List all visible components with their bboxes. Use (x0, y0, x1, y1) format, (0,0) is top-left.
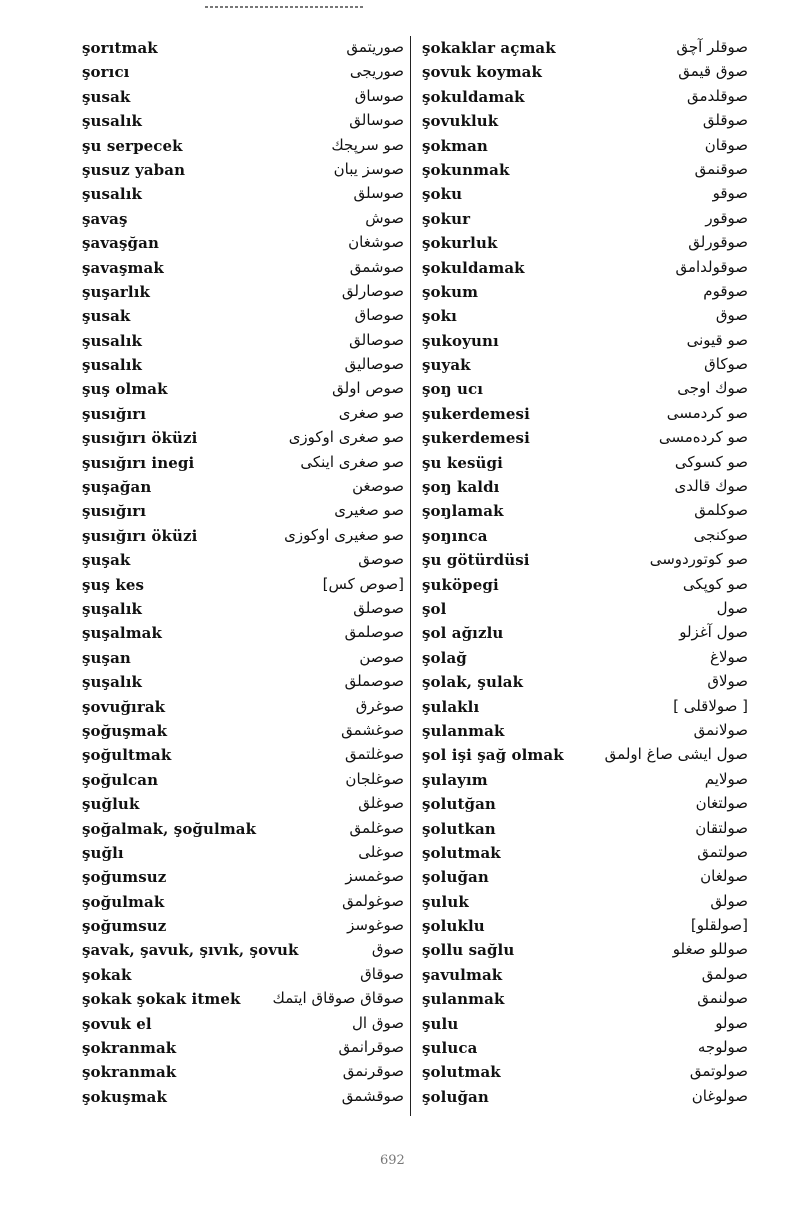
entry-latin: şu kesügi (422, 453, 503, 472)
dictionary-entry (82, 1086, 404, 1110)
entry-latin: şuşan (82, 648, 131, 667)
entry-latin: şoğulmak (82, 892, 165, 911)
dictionary-entry (82, 232, 404, 256)
entry-arabic: صوق ال (352, 1013, 404, 1032)
entry-latin: şoluğan (422, 1087, 489, 1106)
dictionary-entry (82, 769, 404, 793)
entry-latin: şukerdemesi (422, 429, 530, 448)
entry-latin: şusak (82, 87, 131, 106)
entry-arabic: صوك قالدى (674, 477, 748, 496)
dictionary-entry (82, 549, 404, 573)
dictionary-entry (82, 939, 404, 963)
entry-arabic: صوقرنمق (342, 1062, 404, 1081)
entry-arabic: صو صغرى (338, 403, 404, 422)
entry-arabic: صوقورلق (688, 233, 748, 252)
entry-latin: şuluk (422, 892, 469, 911)
entry-arabic: صوقاق (360, 964, 404, 983)
entry-latin: şulayım (422, 770, 488, 789)
entry-arabic: صو قيونى (686, 330, 748, 349)
entry-latin: şokaklar açmak (422, 39, 556, 57)
entry-arabic: صو صغيرى (334, 501, 404, 520)
entry-arabic: صو كردەمسى (658, 428, 748, 447)
entry-arabic: صوقان (704, 135, 748, 154)
dictionary-entry (82, 354, 404, 378)
entry-arabic: صوغلجان (345, 769, 404, 788)
dictionary-entry (82, 403, 404, 427)
entry-latin: şuluca (422, 1039, 478, 1058)
dictionary-entry (422, 110, 748, 134)
entry-latin: şokum (422, 282, 479, 301)
entry-arabic: صوق (371, 940, 404, 959)
entry-latin: şokak (82, 965, 132, 984)
entry-arabic: صوقلر آچق (676, 38, 748, 56)
dictionary-entry (422, 988, 748, 1012)
entry-arabic: صولانمق (693, 720, 748, 739)
entry-arabic: صوغمسز (345, 867, 404, 886)
dictionary-entry (82, 183, 404, 207)
entry-latin: şovuğırak (82, 697, 166, 716)
entry-arabic: صوصالیق (344, 355, 404, 374)
entry-latin: şavaşğan (82, 234, 159, 253)
dictionary-entry (422, 281, 748, 305)
entry-arabic: صولغان (700, 867, 748, 886)
entry-latin: şokak şokak itmek (82, 990, 241, 1009)
dictionary-entry (82, 159, 404, 183)
entry-arabic: صوقور (705, 208, 748, 227)
right-column (422, 37, 748, 1110)
dictionary-entry (422, 257, 748, 281)
entry-latin: şolutkan (422, 819, 496, 838)
dictionary-entry (82, 305, 404, 329)
entry-latin: şoğultmak (82, 746, 172, 765)
dictionary-entry (82, 1037, 404, 1061)
entry-arabic: صوصلمق (344, 623, 404, 642)
dictionary-entry (422, 769, 748, 793)
entry-latin: şuşağan (82, 478, 152, 497)
entry-latin: şoŋ kaldı (422, 478, 500, 497)
entry-arabic: صو سرپجك (331, 135, 404, 154)
dictionary-entry (422, 37, 748, 61)
dictionary-entry (422, 574, 748, 598)
dictionary-entry (82, 744, 404, 768)
entry-latin: şolutmak (422, 843, 501, 862)
dictionary-entry (422, 818, 748, 842)
dictionary-entry (82, 598, 404, 622)
dictionary-entry (82, 818, 404, 842)
dictionary-entry (82, 208, 404, 232)
entry-arabic: صو كسوكى (674, 452, 748, 471)
dictionary-entry (422, 622, 748, 646)
dictionary-entry (422, 939, 748, 963)
entry-arabic: صوصغن (352, 477, 404, 496)
dictionary-entry (422, 964, 748, 988)
entry-latin: şulanmak (422, 990, 505, 1009)
dictionary-entry (422, 452, 748, 476)
entry-latin: şoğulcan (82, 770, 159, 789)
dictionary-entry (422, 378, 748, 402)
entry-latin: şol ağızlu (422, 624, 504, 643)
entry-arabic: صوكلمق (694, 501, 748, 520)
entry-arabic: صوكنجى (693, 525, 748, 544)
entry-latin: şusuz yaban (82, 160, 186, 179)
entry-latin: şokman (422, 136, 488, 155)
entry-latin: şolutğan (422, 795, 496, 814)
dictionary-entry (422, 208, 748, 232)
entry-arabic: صوقوم (703, 281, 748, 300)
entry-arabic: صولايم (704, 769, 748, 788)
entry-arabic: صولق (710, 891, 748, 910)
entry-latin: şuşarlık (82, 282, 151, 301)
entry-latin: şuşalmak (82, 624, 162, 643)
entry-latin: şorıcı (82, 63, 130, 82)
entry-arabic: صوللو صغلو (672, 940, 748, 959)
entry-latin: şoğumsuz (82, 917, 167, 936)
entry-arabic: صوقنمق (694, 159, 748, 178)
entry-arabic: صوقولدامق (675, 257, 748, 276)
dictionary-entry (82, 37, 404, 61)
entry-arabic: صولمق (701, 964, 748, 983)
entry-arabic: صوصق (358, 550, 404, 569)
entry-arabic: صوغلمق (349, 818, 404, 837)
dictionary-entry (422, 696, 748, 720)
entry-latin: şoğuşmak (82, 721, 168, 740)
entry-latin: şoŋınca (422, 526, 488, 545)
dictionary-entry (82, 110, 404, 134)
dictionary-entry (82, 525, 404, 549)
entry-latin: şuköpegi (422, 575, 499, 594)
dictionary-entry (422, 183, 748, 207)
entry-latin: şavaşmak (82, 258, 164, 277)
entry-latin: şovuk el (82, 1014, 152, 1033)
entry-latin: şavulmak (422, 965, 503, 984)
entry-latin: şuşalık (82, 599, 143, 618)
dictionary-entry (422, 330, 748, 354)
entry-arabic: صوسلق (353, 184, 404, 203)
entry-arabic: صو صغيرى اوكوزى (284, 525, 404, 544)
entry-latin: şoŋlamak (422, 502, 504, 521)
entry-latin: şokurluk (422, 234, 498, 253)
entry-latin: şukoyunı (422, 331, 499, 350)
entry-arabic: [صولقلو] (690, 916, 748, 935)
entry-arabic: صوغلتمق (344, 745, 404, 764)
entry-arabic: صوق قيمق (678, 62, 748, 81)
entry-arabic: صو كوتوردوسى (649, 550, 748, 569)
dictionary-entry (422, 1037, 748, 1061)
dictionary-entry (82, 330, 404, 354)
entry-arabic: صوريتمق (346, 38, 404, 56)
entry-latin: şovukluk (422, 112, 499, 131)
entry-latin: şusalık (82, 112, 143, 131)
dictionary-entry (82, 720, 404, 744)
dictionary-entry (82, 915, 404, 939)
dictionary-entry (422, 647, 748, 671)
dictionary-entry (82, 61, 404, 85)
dictionary-entry (422, 525, 748, 549)
dictionary-entry (82, 696, 404, 720)
entry-arabic: صولو (715, 1013, 748, 1032)
entry-latin: şol işi şağ olmak (422, 746, 564, 765)
entry-arabic: صوصن (359, 647, 404, 666)
entry-latin: şavaş (82, 209, 128, 228)
entry-latin: şuş olmak (82, 380, 168, 399)
left-column (82, 37, 404, 1110)
dictionary-entry (422, 842, 748, 866)
entry-arabic: صوغلق (358, 794, 404, 813)
entry-arabic: صوغوسز (347, 916, 404, 935)
entry-latin: şukerdemesi (422, 404, 530, 423)
dictionary-entry (422, 549, 748, 573)
dictionary-entry (422, 598, 748, 622)
entry-arabic: صولتقان (695, 818, 748, 837)
dictionary-entry (82, 647, 404, 671)
entry-latin: şoğalmak, şoğulmak (82, 819, 257, 838)
dictionary-entry (422, 476, 748, 500)
entry-latin: şovuk koymak (422, 63, 542, 82)
dictionary-entry (422, 720, 748, 744)
entry-arabic: صو صغرى اينكى (300, 452, 404, 471)
entry-latin: şokı (422, 307, 457, 326)
entry-arabic: صوغولمق (342, 891, 404, 910)
entry-arabic: صوغلى (358, 842, 404, 861)
entry-latin: şusığırı öküzi (82, 526, 198, 545)
entry-latin: şorıtmak (82, 39, 158, 57)
dictionary-entry (422, 61, 748, 85)
dictionary-entry (82, 988, 404, 1012)
entry-arabic: صولوتمق (689, 1062, 748, 1081)
dictionary-entry (422, 305, 748, 329)
entry-arabic: صوك اوجى (677, 379, 748, 398)
entry-arabic: صوصاق (354, 306, 404, 325)
dictionary-entry (82, 281, 404, 305)
dictionary-entry (422, 135, 748, 159)
entry-arabic: صو كوپكى (682, 574, 748, 593)
entry-arabic: صوسالق (349, 111, 404, 130)
dictionary-entry (422, 793, 748, 817)
entry-arabic: صوصالق (349, 330, 404, 349)
entry-latin: şoğumsuz (82, 868, 167, 887)
dictionary-entry (422, 744, 748, 768)
entry-latin: şoluğan (422, 868, 489, 887)
entry-latin: şulu (422, 1014, 459, 1033)
entry-arabic: صوقلق (702, 111, 748, 130)
dictionary-entry (422, 866, 748, 890)
dictionary-entry (82, 135, 404, 159)
entry-arabic: صوقو (712, 184, 748, 203)
dictionary-entry (82, 671, 404, 695)
entry-arabic: صوساق (354, 86, 404, 105)
entry-latin: şokunmak (422, 160, 510, 179)
entry-latin: şusalık (82, 185, 143, 204)
entry-latin: şoku (422, 185, 463, 204)
entry-latin: şusığırı inegi (82, 453, 195, 472)
top-rule (205, 6, 365, 8)
dictionary-entry (82, 574, 404, 598)
entry-latin: şollu sağlu (422, 941, 515, 960)
dictionary-entry (82, 1061, 404, 1085)
entry-latin: şulanmak (422, 721, 505, 740)
dictionary-entry (82, 257, 404, 281)
entry-arabic: صول آغزلو (679, 623, 748, 642)
entry-arabic: صوقلدمق (686, 86, 748, 105)
dictionary-entry (82, 842, 404, 866)
dictionary-entry (82, 500, 404, 524)
entry-latin: şavak, şavuk, şıvık, şovuk (82, 941, 299, 960)
dictionary-entry (422, 500, 748, 524)
entry-latin: şu götürdüsi (422, 551, 530, 570)
entry-arabic: [صوص كس] (322, 574, 404, 593)
entry-latin: şusığırı (82, 502, 147, 521)
dictionary-entry (422, 354, 748, 378)
entry-arabic: صولوجه (697, 1038, 748, 1057)
entry-latin: şuyak (422, 356, 471, 375)
dictionary-entry (82, 452, 404, 476)
entry-arabic: صوسز يبان (333, 159, 404, 178)
dictionary-entry (82, 427, 404, 451)
entry-latin: şuşalık (82, 673, 143, 692)
entry-arabic: صوغشمق (341, 720, 404, 739)
dictionary-entry (422, 1061, 748, 1085)
page-number: 692 (380, 1153, 405, 1168)
entry-latin: şokur (422, 209, 471, 228)
entry-arabic: صولاغ (710, 647, 748, 666)
dictionary-entry (422, 1086, 748, 1110)
entry-arabic: صولنمق (697, 989, 748, 1008)
entry-latin: şoluklu (422, 917, 485, 936)
entry-arabic: صوقرانمق (338, 1038, 404, 1057)
entry-arabic: صوشغان (348, 233, 404, 252)
entry-arabic: صولتمق (697, 842, 748, 861)
dictionary-entry (422, 403, 748, 427)
entry-latin: şolutmak (422, 1063, 501, 1082)
dictionary-entry (422, 86, 748, 110)
entry-latin: şusalık (82, 356, 143, 375)
dictionary-entry (422, 159, 748, 183)
dictionary-entry (422, 891, 748, 915)
entry-latin: şokranmak (82, 1063, 177, 1082)
dictionary-entry (82, 476, 404, 500)
dictionary-entry (422, 915, 748, 939)
dictionary-entry (82, 86, 404, 110)
entry-arabic: صوكاق (704, 355, 748, 374)
entry-arabic: صوريجى (349, 62, 404, 81)
entry-latin: şokranmak (82, 1039, 177, 1058)
dictionary-entry (82, 378, 404, 402)
entry-arabic: صو صغرى اوكوزى (288, 428, 404, 447)
entry-arabic: صولاق (707, 672, 748, 691)
dictionary-entry (422, 427, 748, 451)
entry-latin: şol (422, 599, 447, 618)
entry-arabic: صوقشمق (341, 1086, 404, 1105)
entry-latin: şusığırı (82, 404, 147, 423)
entry-latin: şoŋ ucı (422, 380, 484, 399)
entry-latin: şuşak (82, 551, 131, 570)
dictionary-entry (82, 1013, 404, 1037)
entry-arabic: صوصلق (353, 598, 404, 617)
entry-arabic: [ صولاقلى ] (673, 696, 748, 715)
entry-latin: şuğlı (82, 843, 124, 862)
dictionary-entry (422, 232, 748, 256)
entry-latin: şulaklı (422, 697, 480, 716)
entry-arabic: صوصارلق (341, 281, 404, 300)
entry-arabic: صوصملق (344, 672, 404, 691)
entry-latin: şokuldamak (422, 87, 525, 106)
dictionary-entry (82, 964, 404, 988)
entry-latin: şolak, şulak (422, 673, 524, 692)
entry-arabic: صوق (715, 306, 748, 325)
entry-arabic: صول ایشى صاغ اولمق (604, 745, 748, 764)
dictionary-entry (82, 891, 404, 915)
column-divider (410, 36, 411, 1116)
entry-arabic: صوش (365, 208, 404, 227)
dictionary-entry (82, 622, 404, 646)
entry-arabic: صوقاق صوقاق ایتمك (272, 989, 404, 1008)
entry-latin: şokuldamak (422, 258, 525, 277)
entry-latin: şusak (82, 307, 131, 326)
entry-arabic: صولوغان (691, 1086, 748, 1105)
dictionary-entry (82, 793, 404, 817)
dictionary-entry (422, 1013, 748, 1037)
entry-latin: şu serpecek (82, 136, 183, 155)
entry-latin: şokuşmak (82, 1087, 167, 1106)
entry-latin: şuş kes (82, 575, 145, 594)
dictionary-entry (422, 671, 748, 695)
entry-arabic: صول (716, 598, 748, 617)
entry-arabic: صوشمق (349, 257, 404, 276)
entry-latin: şuğluk (82, 795, 140, 814)
entry-latin: şusalık (82, 331, 143, 350)
entry-arabic: صو كردمسى (666, 403, 748, 422)
entry-arabic: صوغرق (355, 696, 404, 715)
entry-arabic: صولتغان (695, 794, 748, 813)
entry-arabic: صوص اولق (332, 379, 404, 398)
entry-latin: şusığırı öküzi (82, 429, 198, 448)
entry-latin: şolağ (422, 648, 467, 667)
dictionary-entry (82, 866, 404, 890)
